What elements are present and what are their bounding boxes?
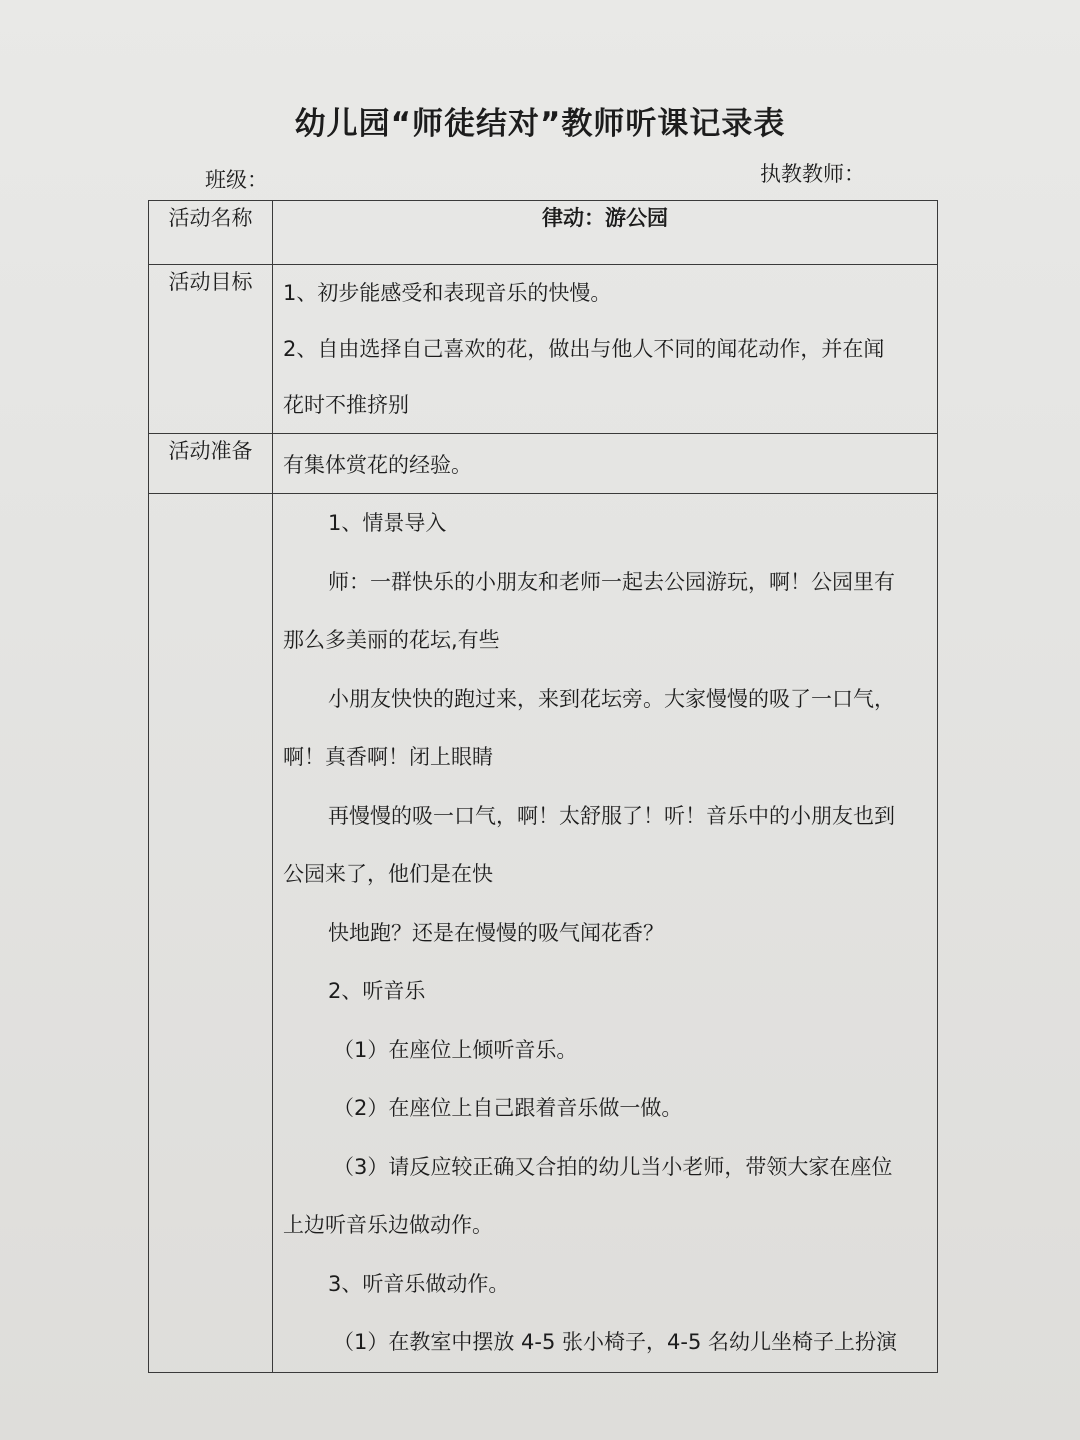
record-table bbox=[148, 200, 938, 1373]
process-line: 2、听音乐 bbox=[328, 979, 426, 1003]
process-line: （1）在座位上倾听音乐。 bbox=[333, 1037, 578, 1062]
process-line: 快地跑？还是在慢慢的吸气闻花香？ bbox=[328, 920, 664, 945]
teacher-label: 执教教师： bbox=[760, 162, 865, 186]
process-line: 那么多美丽的花坛,有些 bbox=[283, 628, 500, 652]
process-line: 上边听音乐边做动作。 bbox=[283, 1213, 493, 1237]
activity-name-value: 律动：游公园 bbox=[273, 201, 938, 265]
goal-line: 花时不推挤别 bbox=[283, 393, 409, 417]
row-activity-name bbox=[149, 201, 938, 265]
process-line: 3、听音乐做动作。 bbox=[328, 1271, 510, 1296]
process-line: 公园来了，他们是在快 bbox=[283, 862, 493, 886]
row-activity-goals bbox=[149, 265, 938, 434]
activity-prep-value: 有集体赏花的经验。 bbox=[273, 434, 938, 494]
process-line: 小朋友快快的跑过来，来到花坛旁。大家慢慢的吸了一口气， bbox=[328, 686, 895, 711]
process-line: （2）在座位上自己跟着音乐做一做。 bbox=[333, 1096, 683, 1120]
process-line: （3）请反应较正确又合拍的幼儿当小老师，带领大家在座位 bbox=[333, 1154, 893, 1179]
activity-process-label bbox=[149, 494, 273, 1373]
document-title: 幼儿园“师徒结对”教师听课记录表 bbox=[294, 106, 786, 142]
activity-process-content bbox=[273, 494, 938, 1373]
process-line: 1、情景导入 bbox=[328, 511, 447, 535]
row-activity-prep bbox=[149, 434, 938, 494]
goal-line: 2、自由选择自己喜欢的花，做出与他人不同的闻花动作，并在闻 bbox=[283, 337, 885, 361]
activity-goals-label: 活动目标 bbox=[149, 265, 273, 434]
activity-prep-label: 活动准备 bbox=[149, 434, 273, 494]
process-line: （1）在教室中摆放 4-5 张小椅子，4-5 名幼儿坐椅子上扮演 bbox=[333, 1330, 897, 1354]
row-activity-process bbox=[149, 494, 938, 1373]
process-line: 再慢慢的吸一口气，啊！太舒服了！听！音乐中的小朋友也到 bbox=[328, 803, 895, 828]
activity-goals-content bbox=[273, 265, 938, 434]
activity-name-label: 活动名称 bbox=[149, 201, 273, 265]
process-line: 啊！真香啊！闭上眼睛 bbox=[283, 745, 493, 769]
goal-line: 1、初步能感受和表现音乐的快慢。 bbox=[283, 281, 612, 305]
class-label: 班级： bbox=[205, 168, 268, 192]
process-line: 师：一群快乐的小朋友和老师一起去公园游玩，啊！公园里有 bbox=[328, 569, 895, 594]
